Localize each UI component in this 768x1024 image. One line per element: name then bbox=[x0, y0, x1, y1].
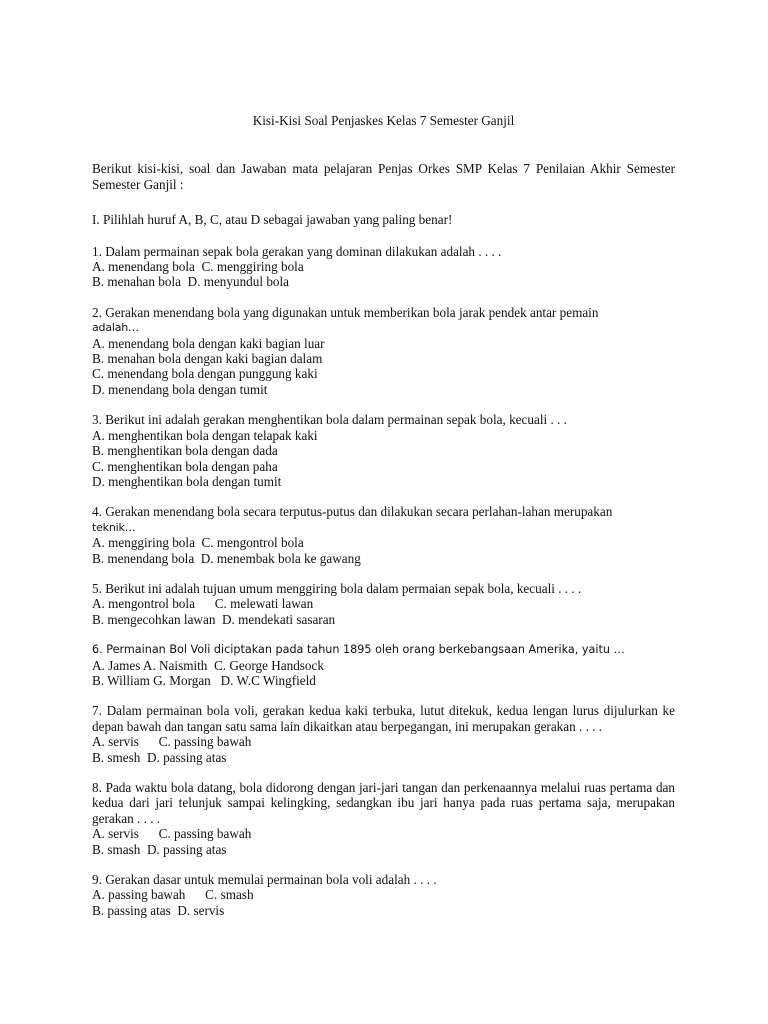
question-1 bbox=[92, 244, 675, 290]
option-line: B. smesh D. passing atas bbox=[92, 749, 227, 765]
question-2 bbox=[92, 305, 675, 397]
option-line: C. menendang bola dengan punggung kaki bbox=[92, 366, 318, 382]
option-line: B. menendang bola D. menembak bola ke gawang bbox=[92, 550, 361, 566]
intro-paragraph: Berikut kisi-kisi, soal dan Jawaban mata pelajaran Penjas Orkes SMP Kelas 7 Penilaian Akhir Semester Semester Ganjil : bbox=[92, 161, 675, 192]
question-text: 4. Gerakan menendang bola secara terputus-putus dan dilakukan secara perlahan-lahan merupakan bbox=[92, 504, 613, 520]
option-line: A. passing bawah C. smash bbox=[92, 887, 254, 903]
question-text: 5. Berikut ini adalah tujuan umum menggiring bola dalam permaian sepak bola, kecuali . . . . bbox=[92, 580, 582, 596]
option-line: C. menghentikan bola dengan paha bbox=[92, 458, 278, 474]
question-text: 2. Gerakan menendang bola yang digunakan untuk memberikan bola jarak pendek antar pemain bbox=[92, 304, 599, 320]
question-4 bbox=[92, 504, 675, 566]
option-line: B. smash D. passing atas bbox=[92, 841, 227, 857]
option-line: A. menendang bola dengan kaki bagian luar bbox=[92, 335, 325, 351]
question-text: 3. Berikut ini adalah gerakan menghentikan bola dalam permainan sepak bola, kecuali . . . bbox=[92, 412, 567, 428]
option-line: B. William G. Morgan D. W.C Wingfield bbox=[92, 672, 316, 688]
option-line: B. menahan bola dengan kaki bagian dalam bbox=[92, 351, 323, 367]
question-9 bbox=[92, 872, 675, 918]
option-line: A. menggiring bola C. mengontrol bola bbox=[92, 535, 304, 551]
option-line: B. menghentikan bola dengan dada bbox=[92, 443, 278, 459]
document-title: Kisi-Kisi Soal Penjaskes Kelas 7 Semester Ganjil bbox=[252, 113, 515, 128]
question-7 bbox=[92, 703, 675, 765]
option-line: D. menendang bola dengan tumit bbox=[92, 381, 268, 397]
option-line: B. menahan bola D. menyundul bola bbox=[92, 274, 290, 290]
option-line: A. servis C. passing bawah bbox=[92, 734, 252, 750]
option-line: D. menghentikan bola dengan tumit bbox=[92, 473, 282, 489]
question-text: 8. Pada waktu bola datang, bola didorong dengan jari-jari tangan dan perkenaannya melalui ruas pertama dan kedua dari jari telunjuk sampai kelingking, sedangkan ibu jari hanya pada ruas pertama saja, merupakan gerakan . . . . bbox=[92, 780, 675, 826]
question-text-tail: teknik… bbox=[92, 520, 136, 534]
option-line: A. menghentikan bola dengan telapak kaki bbox=[92, 427, 318, 443]
question-text: 9. Gerakan dasar untuk memulai permainan bola voli adalah . . . . bbox=[92, 872, 437, 888]
question-3 bbox=[92, 412, 675, 489]
question-8 bbox=[92, 780, 675, 857]
option-line: A. James A. Naismith C. George Handsock bbox=[92, 657, 324, 673]
question-text: 6. Permainan Bol Voli diciptakan pada tahun 1895 oleh orang berkebangsaan Amerika, yaitu … bbox=[92, 643, 625, 657]
option-line: B. mengecohkan lawan D. mendekati sasaran bbox=[92, 611, 336, 627]
option-line: A. menendang bola C. menggiring bola bbox=[92, 259, 304, 275]
option-line: A. servis C. passing bawah bbox=[92, 826, 252, 842]
question-text: 1. Dalam permainan sepak bola gerakan yang dominan dilakukan adalah . . . . bbox=[92, 243, 502, 259]
question-5 bbox=[92, 581, 675, 627]
option-line: B. passing atas D. servis bbox=[92, 902, 225, 918]
question-text-tail: adalah… bbox=[92, 321, 139, 335]
document-page bbox=[92, 113, 675, 933]
option-line: A. mengontrol bola C. melewati lawan bbox=[92, 596, 314, 612]
question-text: 7. Dalam permainan bola voli, gerakan kedua kaki terbuka, lutut ditekuk, kedua lengan lurus dijulurkan ke depan bawah dan tangan satu sama lain dikaitkan atau berpegangan, ini merupakan gerakan . . . . bbox=[92, 703, 675, 734]
instruction-line: I. Pilihlah huruf A, B, C, atau D sebagai jawaban yang paling benar! bbox=[92, 212, 453, 228]
question-6 bbox=[92, 642, 675, 688]
